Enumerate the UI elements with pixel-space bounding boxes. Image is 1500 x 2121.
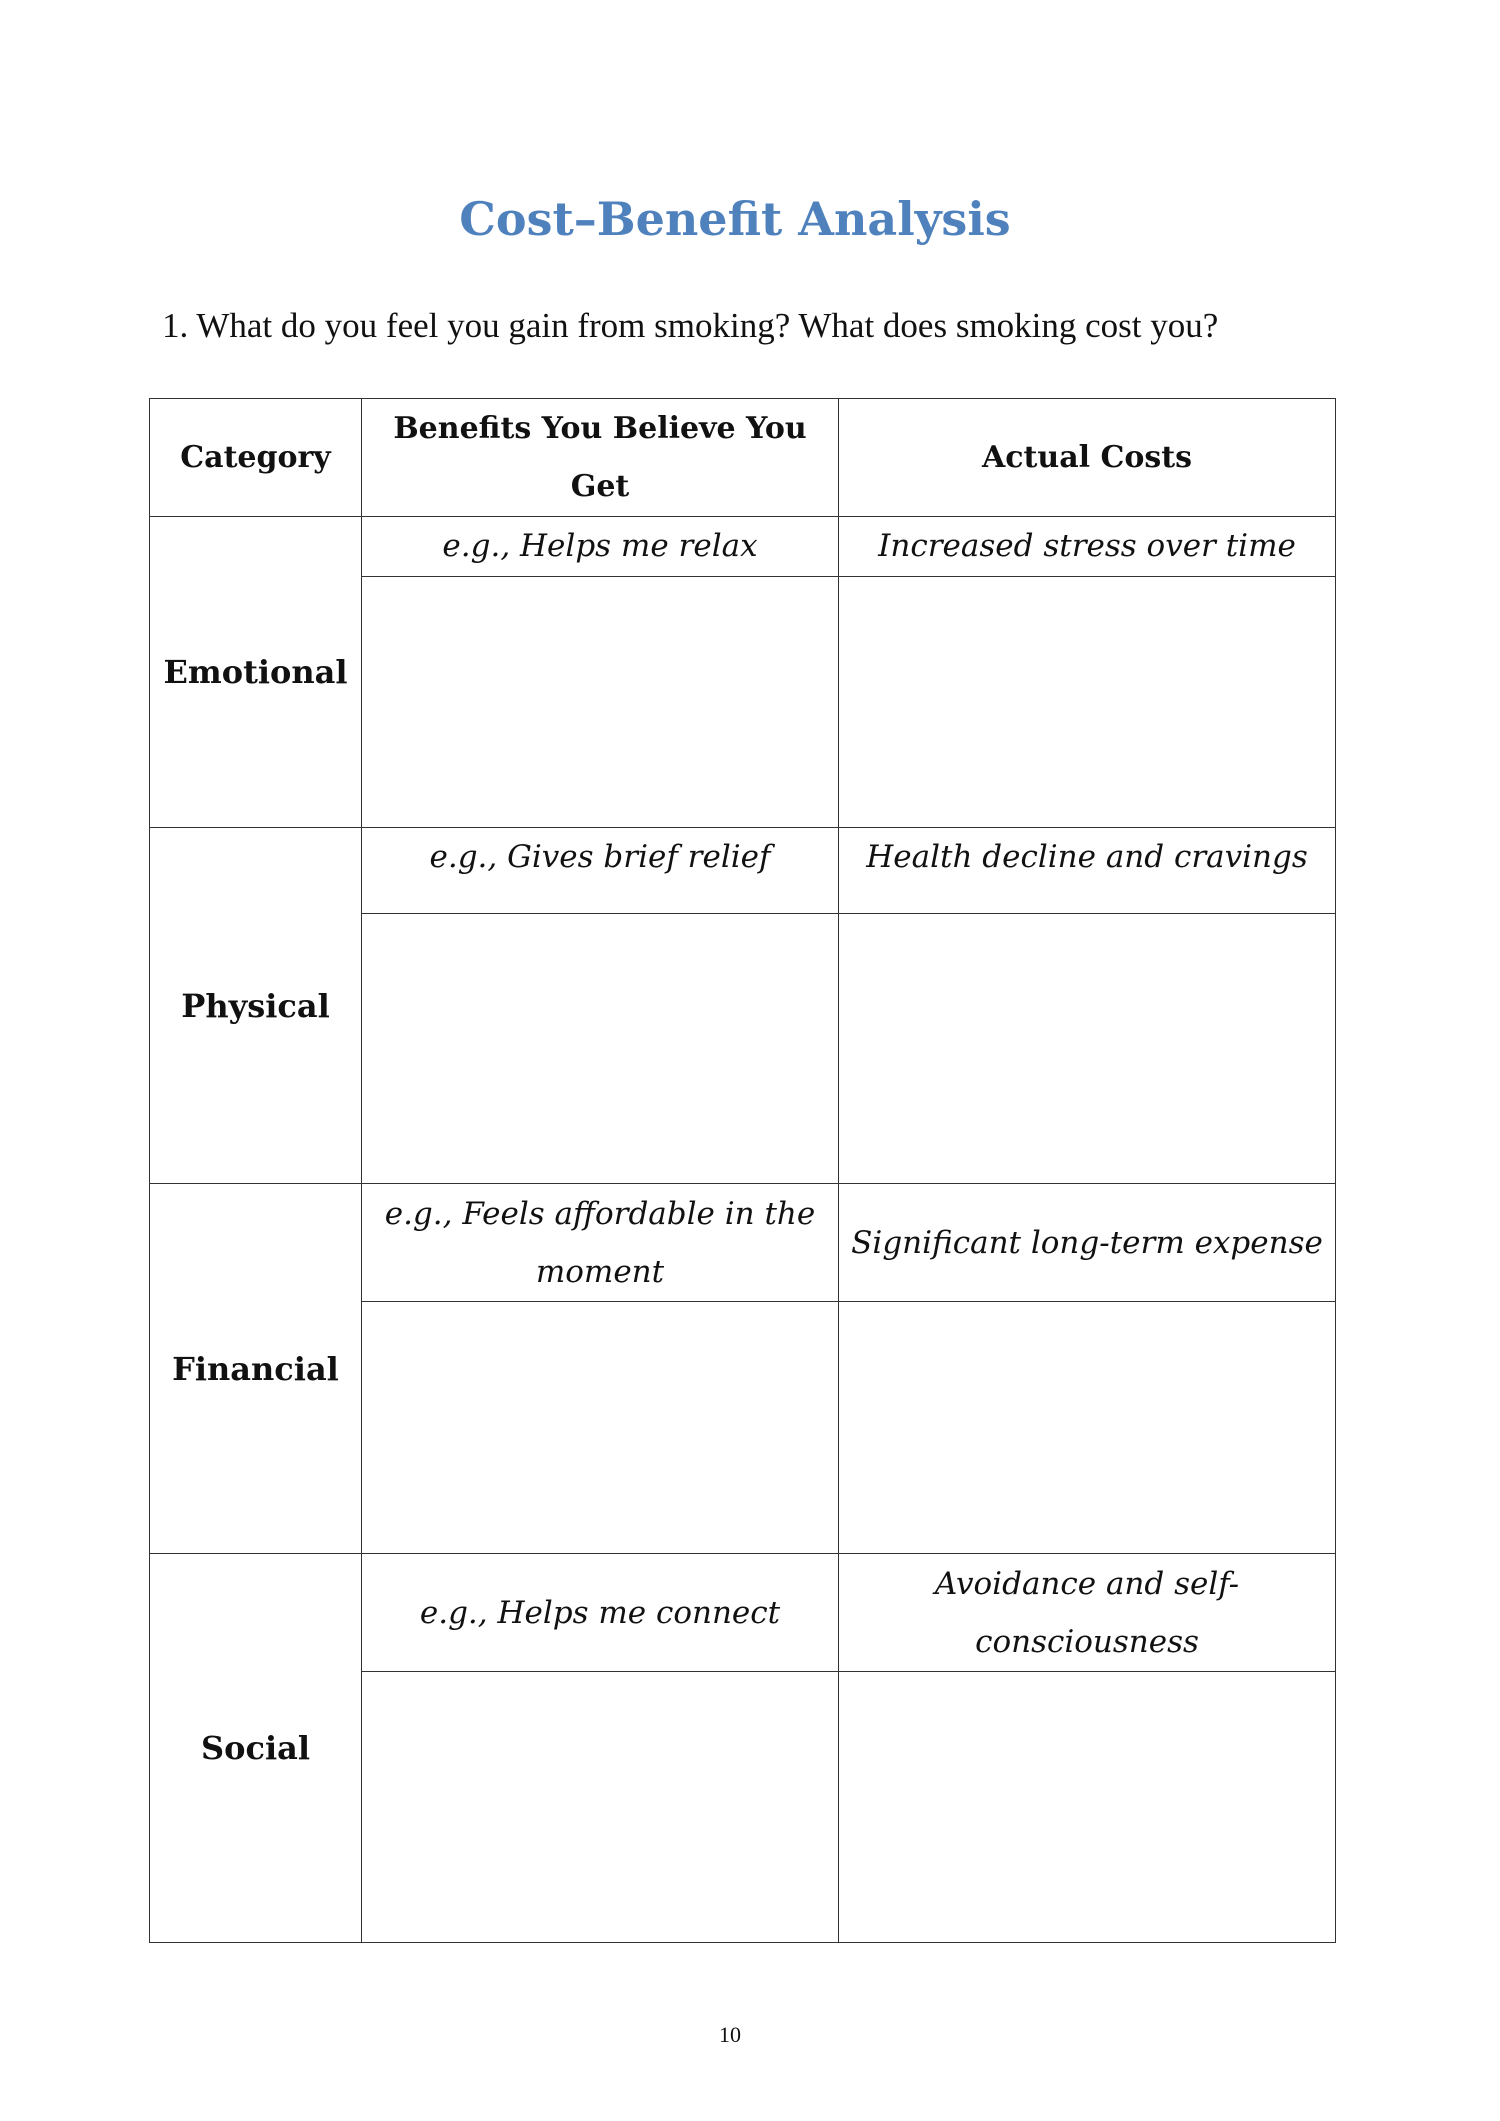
benefit-entry-financial[interactable] <box>362 1302 839 1554</box>
benefit-example-emotional: e.g., Helps me relax <box>362 517 839 577</box>
cost-entry-emotional[interactable] <box>839 577 1336 828</box>
benefit-example-social: e.g., Helps me connect <box>362 1554 839 1672</box>
benefit-example-physical: e.g., Gives brief relief <box>362 828 839 914</box>
benefit-entry-physical[interactable] <box>362 914 839 1184</box>
header-costs: Actual Costs <box>839 399 1336 517</box>
table-row <box>150 517 1336 577</box>
cost-entry-physical[interactable] <box>839 914 1336 1184</box>
header-category: Category <box>150 399 362 517</box>
category-physical: Physical <box>150 828 362 1184</box>
table-header-row <box>150 399 1336 517</box>
cost-benefit-table <box>149 398 1336 1943</box>
category-social: Social <box>150 1554 362 1943</box>
table-row <box>150 828 1336 914</box>
benefit-entry-social[interactable] <box>362 1672 839 1943</box>
cost-example-physical: Health decline and cravings <box>839 828 1336 914</box>
cost-example-financial: Significant long-term expense <box>839 1184 1336 1302</box>
page-title: Cost–Benefit Analysis <box>459 192 1011 246</box>
cost-example-social: Avoidance and self-consciousness <box>839 1554 1336 1672</box>
benefit-example-financial: e.g., Feels affordable in the moment <box>362 1184 839 1302</box>
table-row <box>150 1554 1336 1672</box>
cost-entry-social[interactable] <box>839 1672 1336 1943</box>
question-text: 1. What do you feel you gain from smoking? What does smoking cost you? <box>162 306 1219 345</box>
benefit-entry-emotional[interactable] <box>362 577 839 828</box>
table-row <box>150 1184 1336 1302</box>
page-number: 10 <box>719 2022 741 2047</box>
cost-entry-financial[interactable] <box>839 1302 1336 1554</box>
category-emotional: Emotional <box>150 517 362 828</box>
cost-example-emotional: Increased stress over time <box>839 517 1336 577</box>
category-financial: Financial <box>150 1184 362 1554</box>
header-benefits: Benefits You Believe You Get <box>362 399 839 517</box>
